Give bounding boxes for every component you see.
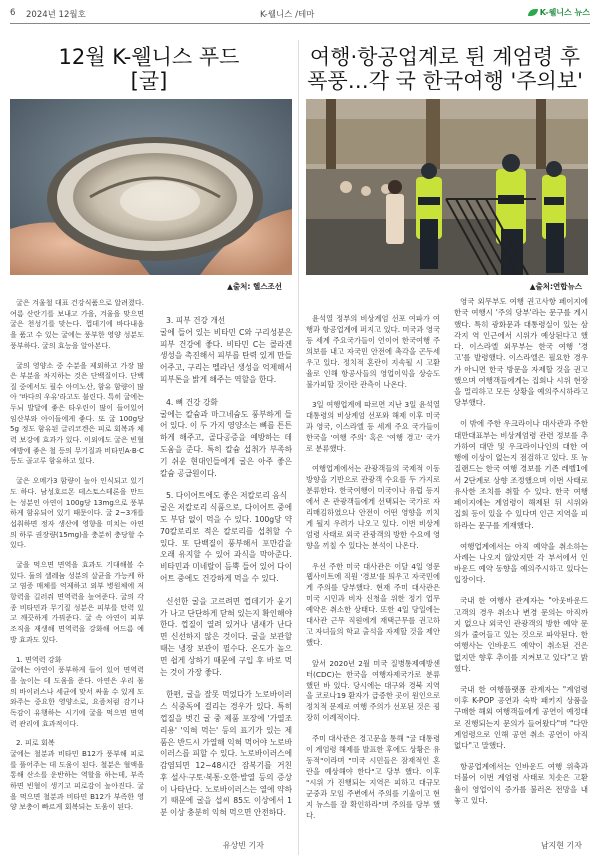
header-divider [10,23,590,24]
paragraph: 5. 다이어트에도 좋은 저칼로리 음식 굴은 저칼로리 식품으로, 다이어트 중에도 부담 없이 먹을 수 있다. 100g당 약 70칼로리로 적은 칼로리를 섭취할 수 있다. 또 단백질이 풍부해서 포만감을 오래 유지할 수 있어 과식을 막아준다. 비타민과 미네랄이 듬뿍 들어 있어 다이어트 중에도 건강하게 먹을 수 있다. [160,491,292,583]
paragraph: 굴은 겨울철 대표 건강식품으로 알려졌다. 여름 산란기를 보내고 가을, 겨울을 맞으면 굴은 천성기를 맞는다. 껍데기에 바다내음을 품고 수 있는 굴에는 풍부한 영양 성분도 풍부하다. 굴의 효능을 알아본다. [10,298,144,350]
paragraph: 4. 뼈 건강 강화 굴에는 칼슘과 마그네슘도 풍부하게 들어 있다. 이 두 가지 영양소는 뼈를 튼튼하게 해주고, 골다공증을 예방하는 데 도움을 준다. 특히 칼슘 섭취가 부족하기 쉬운 현대인들에게 굴은 아주 좋은 칼슘 공급원이다. [160,397,292,478]
right-headline-line2: 폭풍…각 국 한국여행 '주의보' [307,69,583,93]
brand-name: K-웰니스 뉴스 [539,8,590,17]
left-article-column-2 [160,315,292,830]
left-article-column-1 [10,298,144,822]
right-photo-caption: ▲출처:연합뉴스 [529,282,582,291]
paragraph: 굴의 영양소 중 수분을 제외하고 가장 많은 부분을 차지하는 것은 단백질이다. 단백질 중에서도 필수 아미노산, 함유 함량이 많아 '바다의 우유'라고도 불린다. 특히 굴에는 두뇌 발달에 좋은 타우린이 많이 들어있어 임산부와 아이들에게 좋다. 또 굴 100g당 5g 정도 함유된 글리코겐은 피로 회복과 체력 보강에 효과가 있다. 이외에도 굴은 빈혈 예방에 좋은 철 등의 무기질과 비타민A·B·C 등도 골고루 함유하고 있다. [10,360,144,466]
paragraph: 주미 대사관은 경고문을 통해 "굴 대통령이 계엄령 해제를 발표한 후에도 상황은 유동적"이라며 "미국 시민들은 잠재적인 혼란을 예상해야 한다"고 당부 했다. 이후 "시위 가 진행되는 지역은 피하고 대규모 군중과 모임 주변에서 주의를 기울이고 현지 뉴스를 잘 확인하라"며 주의를 당부 했다. [306,733,440,820]
left-byline: 유상빈 기자 [222,841,264,850]
page-number: 6 [10,8,16,18]
paragraph: 여행업계에서는 아직 예약을 취소하는 사례는 나오지 않았지만 각 부서에서 인바운드 예약 동향을 예의주시하고 있다는 입장이다. [454,541,588,585]
paragraph: 신선한 굴을 고르려면 껍데기가 윤기가 나고 단단하게 닫혀 있는지 확인해야 한다. 껍질이 열려 있거나 냄새가 난다면 신선하지 않은 것이다. 굴을 보관할 때는 냉장 보관이 필수다. 온도가 높으면 쉽게 상하기 때문에 구입 후 바로 먹는 것이 가장 좋다. [160,596,292,677]
right-headline [300,45,590,93]
paragraph: 영국 외무부도 여행 권고사항 페이지에 한국 여행시 '주의 당부'라는 문구를 게시했다. 특히 광화문과 대통령실이 있는 삼각지 역 인근에서 시위가 예상된다고 했다. 이스라엘 외무부는 한국 여행 '경고'를 발령했다. 이스라엘은 필요한 경우가 아니면 한국 방문을 자제할 것을 권고했으며 여행객들에게는 집회나 시위 현장을 멀리하고 모든 상황을 예의주시하라고 당부했다. [454,297,588,408]
right-byline: 남지현 기자 [540,841,582,850]
right-headline-line1: 여행·항공업계로 튄 계엄령 후 [309,45,581,69]
right-article-column-2 [454,296,588,816]
right-article-column-1 [306,314,440,831]
paragraph: 굴은 오메가3 함량이 높아 인식되고 있기도 하다. 남성호르몬 테스토스테론을 만드는 성분인 아연이 100g당 13mg으로 풍부하게 함유되어 있기 때문이다. 굴 2~3개를 섭취하면 정자 생산에 영향을 미치는 아연의 하루 권장량(15mg)을 충분히 충당할 수 있다. [10,476,144,550]
paragraph: 1. 면역력 강화 굴에는 아연이 풍부하게 들어 있어 면역력을 높이는 데 도움을 준다. 아연은 우리 몸의 바이러스나 세균에 맞서 싸울 수 있게 도와주는 중요한 영양소로, 요즘처럼 감기나 독감이 유행하는 시기에 굴을 먹으면 면역력 관리에 효과적이다. [10,654,144,728]
paragraph: 윤석열 정부의 비상계엄 선포 여파가 여행과 항공업계에 퍼지고 있다. 미국과 영국 등 세계 주요국가들이 언이어 한국여행 주의보를 내고 자국민 안전에 촉각을 곤두세우고 있다. 정치적 혼란이 지속될 시 고환율로 인해 항공사들의 영업이익을 상승도 불가피할 것이란 관측이 나온다. [306,314,440,389]
brand-logo [528,7,590,18]
paragraph: 우선 주한 미국 대사관은 이달 4일 영문 웹사이트에 직원 '경보'를 띄우고 자국민에게 주의를 당부했다. 현재 주미 대사관은 미국 시민과 비자 신청을 위한 정기 업무 예약은 취소한 상태다. 또한 4일 당일에는 대사관 근무 직원에게 재택근무를 권고하고 자녀들의 학교 출석을 자제할 것을 제안했다. [306,561,440,648]
left-headline-line1: 12월 K-웰니스 푸드 [58,45,240,69]
left-headline-line2: [굴] [130,69,168,93]
paragraph: 한편, 굴을 잘못 먹었다가 노로바이러스 식중독에 걸리는 경우가 있다. 특히 껍질을 벗긴 굴 중 제품 포장에 '가열조리용' '익혀 먹는' 등의 표기가 있는 제품은 반드시 가열해 익혀 먹어야 노로바이러스를 피할 수 있다. 노로바이러스에 감염되면 12~48시간 잠복기를 거친 후 설사·구토·복통·오한·발열 등의 증상이 나타난다. 노로바이러스는 열에 약하기 때문에 굴을 섭씨 85도 이상에서 1분 이상 충분히 익혀 먹으면 안전하다. [160,690,292,818]
paragraph: 3. 피부 건강 개선 굴에 들어 있는 비타민 C와 구리성분은 피부 건강에 좋다. 비타민 C는 콜라겐 생성을 촉진해서 피부를 탄력 있게 만들어주고, 구리는 멜라닌 생성을 억제해서 피부톤을 밝게 해주는 역할을 한다. [160,316,292,384]
paragraph: 이 밖에 주한 우크라이나 대사관과 주한 대만대표부는 비상계엄령 관련 정보를 추가하여 대만 및 우크라이나인의 대한 여행에 이상이 없는지 점검하고 있다. 또 뉴질랜드는 한국 여행 경보를 기존 레벨1에서 2단계로 상향 조정했으며 이번 사태로 유사한 조치를 취할 수 있다. 한국 여행 페이지에는 계엄령이 해제된 뒤 시위와 집회 등이 있을 수 있다며 인근 지역을 피하라는 문구를 게재했다. [454,419,588,530]
section-label: K-웰니스 /테마 [260,10,315,20]
paragraph: 여행업계에서는 관광객들의 국제적 이동 방향을 기반으로 관광객 수요를 두 가지로 분류한다. 한국여행이 미국이나 유럽 등지에서 온 관광객들에게 선택되는 국가로 자리매김하였으나 안전이 어떤 영향을 끼치게 될지 우려가 나오고 있다. 이번 비상계엄령 사태로 외국 관광객의 방한 수요에 영향을 끼칠 수 있다는 분석이 나온다. [306,464,440,551]
issue-date: 2024년 12월호 [26,10,86,20]
paragraph: 굴을 먹으면 면역을 효과도 기대해볼 수 있다. 둘의 셀레늄 성분의 살균을 가능케 하고 염증 매체를 억제하고 외부 병원체에 저항력을 길러줘 면역력을 높여준다. 굴의 각종 비타민과 무기질 성분은 피부를 탄력 있고 깨끗하게 가꿔준다. 굴 속 아연이 피부 조직을 재생해 면역력을 강화해 여드름 예방 효과도 있다. [10,560,144,644]
left-headline [18,45,280,93]
paragraph: 3일 여행업계에 따르면 지난 3일 윤석열 대통령의 비상계엄 선포와 해제 이후 미국과 영국, 이스라엘 등 세계 주요 국가들이 한국을 '여행 주의' 혹은 '여행 경고' 국가로 분류했다. [306,400,440,453]
leaf-icon [528,9,538,16]
paragraph: 항공업계에서는 인바운드 여행 위축과 더불어 이번 계엄령 사태로 치솟은 고환율이 영업이익 증가를 불러온 전망을 내놓고 있다. [454,762,588,805]
paragraph: 국내 한 여행사 관계자는 "아웃바운드 고객의 경우 취소나 변경 문의는 아직까지 없으나 외국인 관광객의 방한 예약 문의가 줄어들고 있는 것으로 파악된다. 한 여행사는 인바운드 예약이 취소된 건은 없지만 향후 추이를 지켜보고 있다"고 밝혔다. [454,596,588,673]
paragraph: 앞서 2020년 2월 미국 질병통제예방센터(CDC)는 한국을 여행자제국가로 분류했던 바 있다. 당시에는 대구와 경북 지역을 코로나19 환자가 급증한 곳이 원인으로 정치적 문제로 여행 주의가 선포된 것은 굉장히 이례적이다. [306,658,440,723]
oyster-photo [10,99,292,275]
paragraph: 국내 한 여행플랫폼 관계자는 "계엄령 이후 K-POP 공연과 숙박 패키지 상품을 구매한 해외 여행객들에게 공연이 예정대로 진행되는지 문의가 들어왔다"며 "다만 계엄령으로 인해 공연 취소 공연이 아직 없다"고 말했다. [454,684,588,750]
page-header [10,6,590,24]
paragraph: 2. 피로 회복 굴에는 철분과 비타민 B12가 풍부해 피로를 풀어주는 데 도움이 된다. 철분은 혈액을 통해 산소를 운반하는 역할을 하는데, 부족하면 빈혈이 생기고 피로감이 높아진다. 굴을 먹으면 철분과 비타민 B12가 부족한 영양 보충이 빠르게 회복되는 도움이 된다. [10,738,144,812]
police-photo [306,99,588,275]
column-divider [298,40,299,855]
left-photo-caption: ▲출처: 헬스조선 [227,282,282,291]
